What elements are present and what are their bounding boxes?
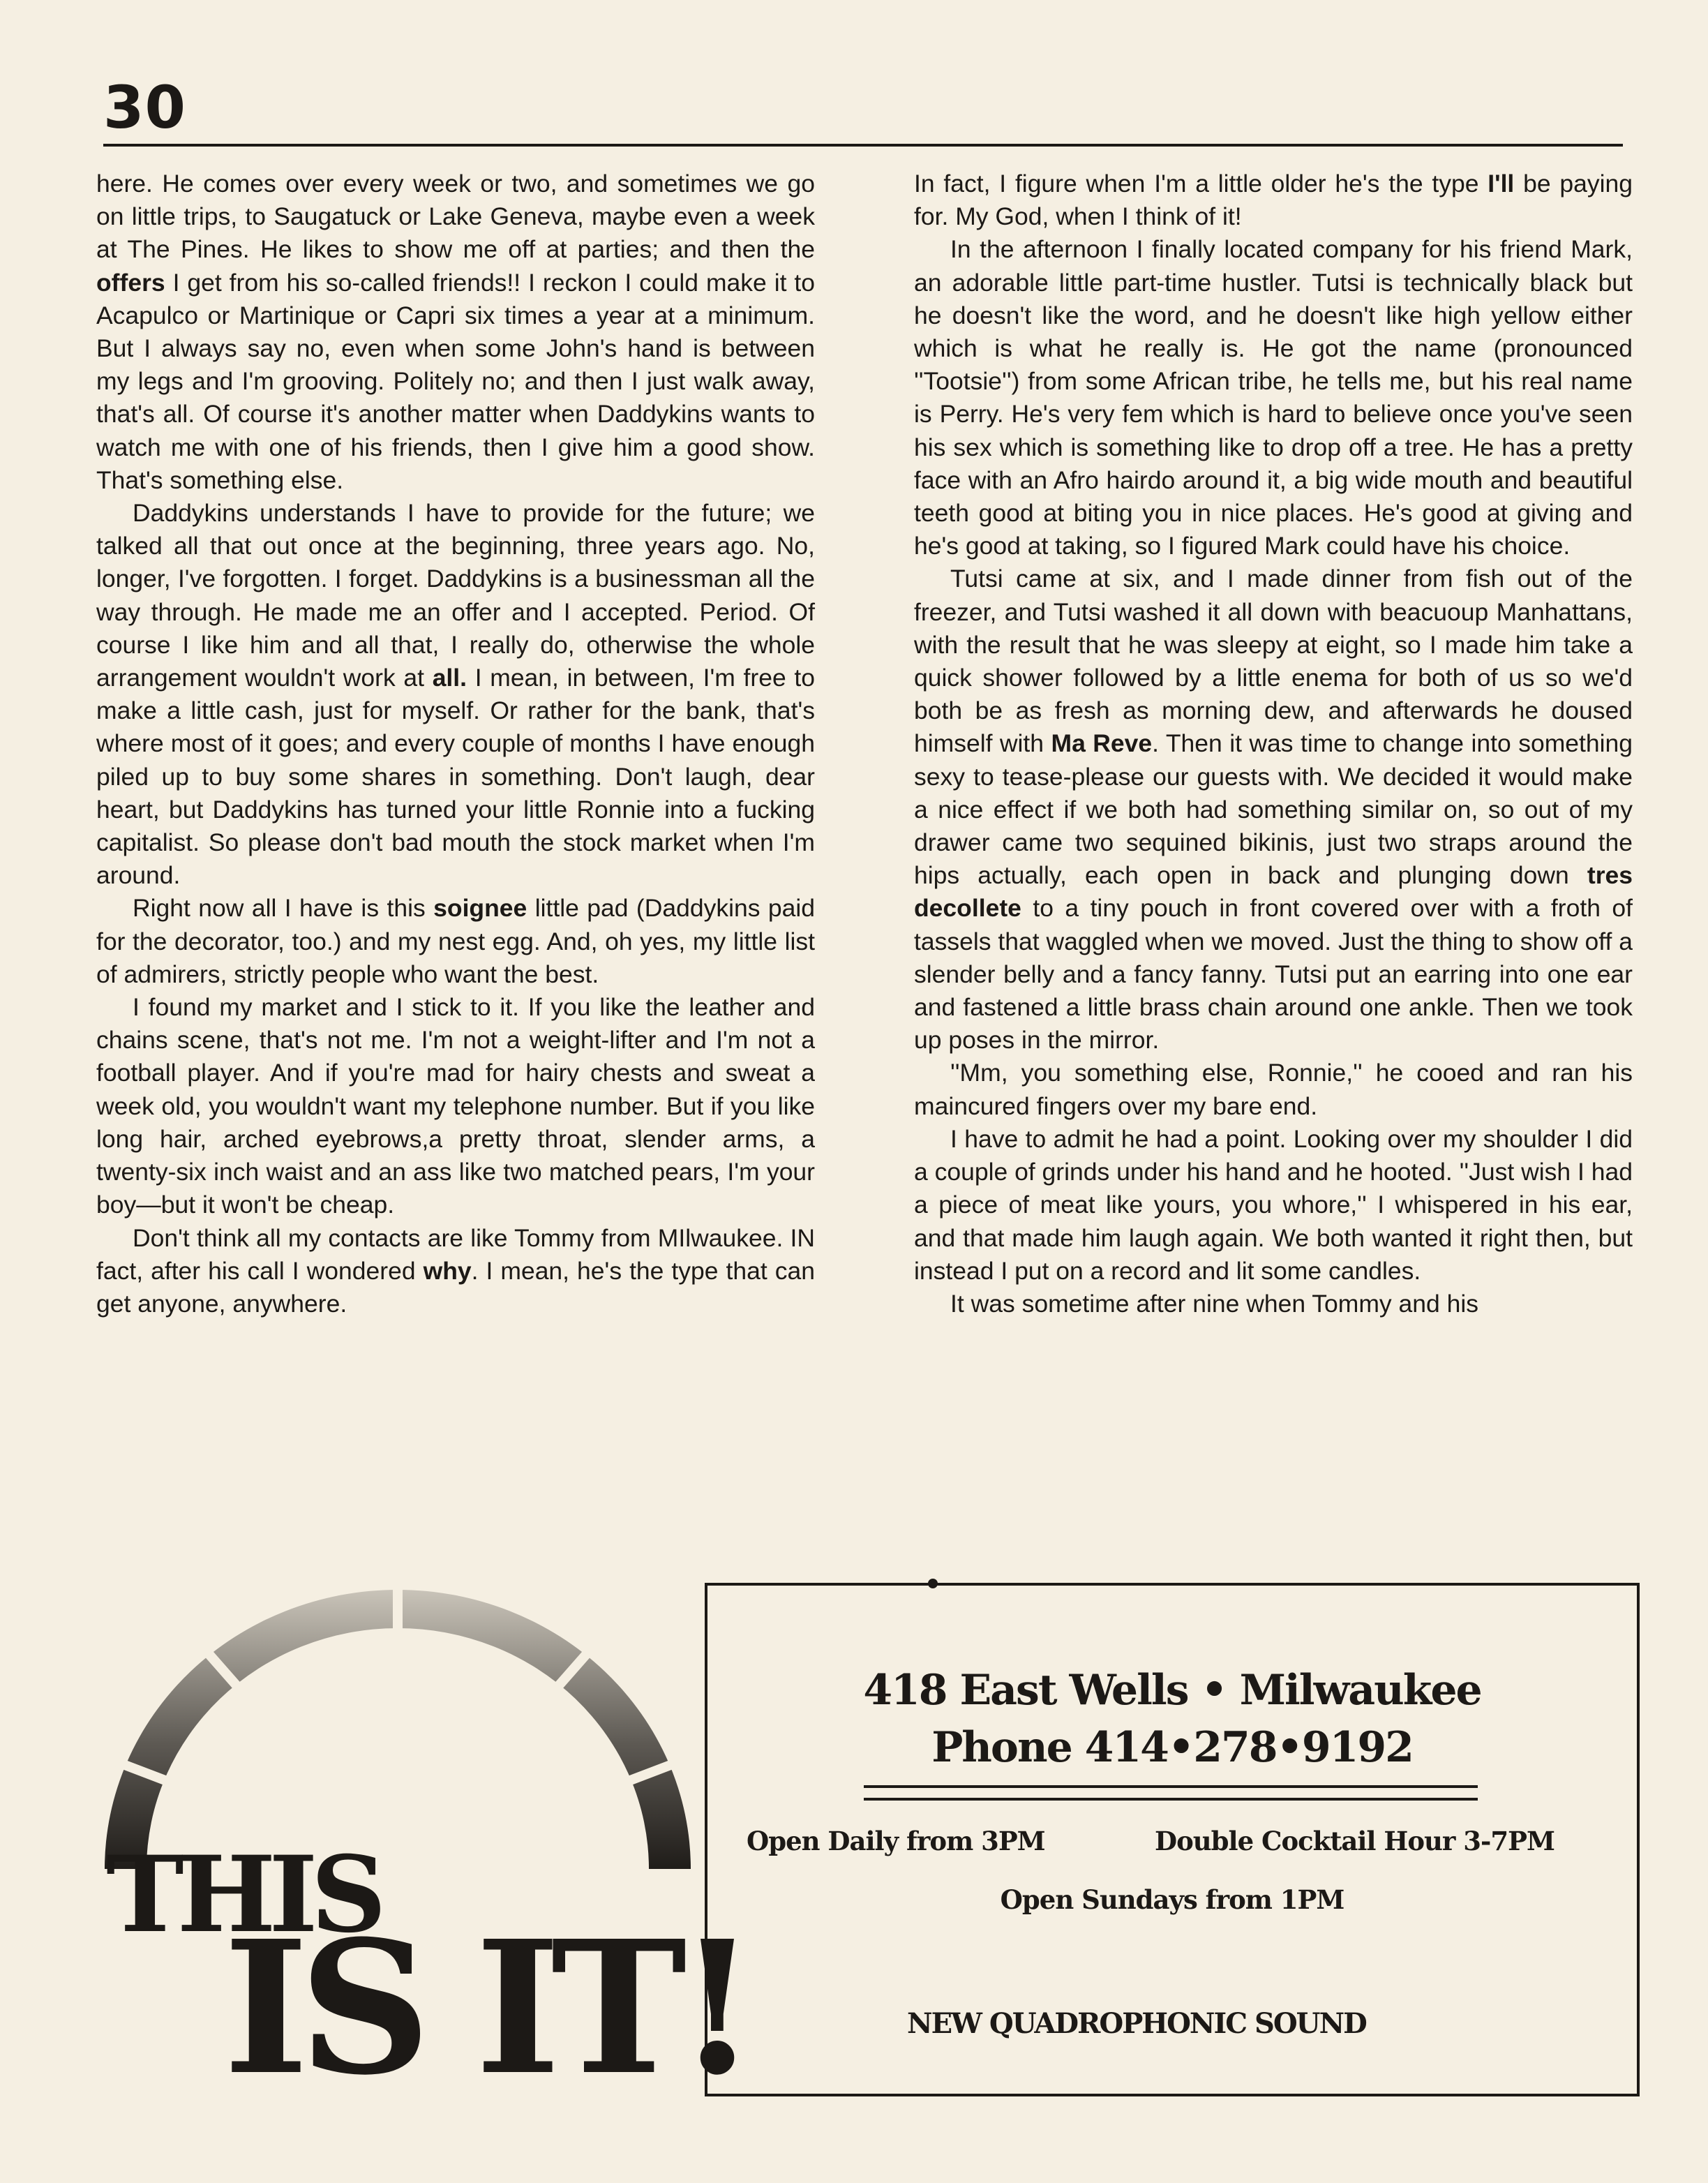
- right-paragraph: It was sometime after nine when Tommy and his: [950, 1289, 1479, 1318]
- logo-line-this: THIS: [106, 1833, 380, 1956]
- ad-daily-hours: Open Daily from 3PM: [747, 1826, 1045, 1856]
- right-column: [914, 167, 1633, 1320]
- ad-rule-bottom: [864, 1798, 1478, 1801]
- right-paragraph: In the afternoon I finally located company for his friend Mark, an adorable little part-time hustler. Tutsi is technically black but he doesn't like the word, and he doesn't like high yellow either which is what he really is. He got the name (pronounced ''Tootsie'') from some African tribe, he tells me, but his real name is Perry. He's very fem which is hard to believe once you've seen his sex which is something like to drop off a tree. He has a pretty face with an Afro hairdo around it, a big wide mouth and beautiful teeth good at biting you in nice places. He's good at giving and he's good at taking, so I figured Mark could have his choice.: [914, 235, 1633, 560]
- left-column: [96, 167, 815, 1320]
- logo-line-is-it: IS IT!: [223, 1900, 748, 2115]
- ad-address: 418 East Wells • Milwaukee: [863, 1666, 1481, 1715]
- ad-happy-hour: Double Cocktail Hour 3-7PM: [1155, 1826, 1555, 1856]
- header-rule: [103, 144, 1623, 147]
- left-paragraph: I found my market and I stick to it. If you like the leather and chains scene, that's not me. I'm not a weight-lifter and I'm not a football player. And if you're mad for hairy chests and sweat a week old, you wouldn't want my telephone number. But if you like long hair, arched eyebrows,a pretty throat, slender arms, a twenty-six inch waist and an ass like two matched pears, I'm your boy—but it won't be cheap.: [96, 993, 815, 1219]
- ad-rule-top: [864, 1785, 1478, 1788]
- right-paragraph: ''Mm, you something else, Ronnie,'' he cooed and ran his maincured fingers over my bare end.: [914, 1059, 1633, 1120]
- right-paragraph: Tutsi came at six, and I made dinner from fish out of the freezer, and Tutsi washed it all down with beacuoup Manhattans, with the result that he was sleepy at eight, so I made him take a quick shower followed by a little enema for both of us so we'd both be as fresh as morning dew, and afterwards he doused himself with Ma Reve. Then it was time to change into something sexy to tease-please our guests with. We decided it would make a nice effect if we both had something similar on, so out of my drawer came two sequined bikinis, just two straps around the hips actually, each open in back and plunging down tres decollete to a tiny pouch in front covered over with a froth of tassels that waggled when we moved. Just the thing to show off a slender belly and a fancy fanny. Tutsi put an earring into one ear and fastened a little brass chain around one ankle. Then we took up poses in the mirror.: [914, 565, 1633, 1055]
- right-paragraph: I have to admit he had a point. Looking over my shoulder I did a couple of grinds under his hand and he hooted. ''Just wish I had a piece of meat like yours, you whore,'' I whispered in his ear, and that made him laugh again. We both wanted it right then, but instead I put on a record and lit some candles.: [914, 1124, 1633, 1285]
- ad-sound-system: NEW QUADROPHONIC SOUND: [907, 2007, 1366, 2040]
- left-paragraph: Don't think all my contacts are like Tommy from MIlwaukee. IN fact, after his call I wondered why. I mean, he's the type that can get anyone, anywhere.: [96, 1223, 815, 1318]
- ad-box-mark: [928, 1579, 938, 1588]
- page-number: 30: [103, 73, 186, 142]
- ad-phone: Phone 414•278•9192: [931, 1723, 1413, 1772]
- sunburst-logo-icon: [91, 1583, 705, 1876]
- right-paragraph: In fact, I figure when I'm a little older he's the type I'll be paying for. My God, when I think of it!: [914, 170, 1633, 231]
- left-paragraph: Daddykins understands I have to provide for the future; we talked all that out once at the beginning, three years ago. No, longer, I've forgotten. I forget. Daddykins is a businessman all the way through. He made me an offer and I accepted. Period. Of course I like him and all that, I really do, otherwise the whole arrangement wouldn't work at all. I mean, in between, I'm free to make a little cash, just for myself. Or rather for the bank, that's where most of it goes; and every couple of months I have enough piled up to buy some shares in something. Don't laugh, dear heart, but Daddykins has turned your little Ronnie into a fucking capitalist. So please don't bad mouth the stock market when I'm around.: [96, 499, 815, 890]
- left-paragraph: here. He comes over every week or two, and sometimes we go on little trips, to Saugatuck or Lake Geneva, maybe even a week at The Pines. He likes to show me off at parties; and then the offers I get from his so-called friends!! I reckon I could make it to Acapulco or Martinique or Capri six times a year at a minimum. But I always say no, even when some John's hand is between my legs and I'm grooving. Politely no; and then I just walk away, that's all. Of course it's another matter when Daddykins wants to watch me with one of his friends, then I give him a good show. That's something else.: [96, 170, 815, 494]
- ad-sunday-hours: Open Sundays from 1PM: [1000, 1884, 1344, 1915]
- left-paragraph: Right now all I have is this soignee little pad (Daddykins paid for the decorator, too.) and my nest egg. And, oh yes, my little list of admirers, strictly people who want the best.: [96, 894, 816, 988]
